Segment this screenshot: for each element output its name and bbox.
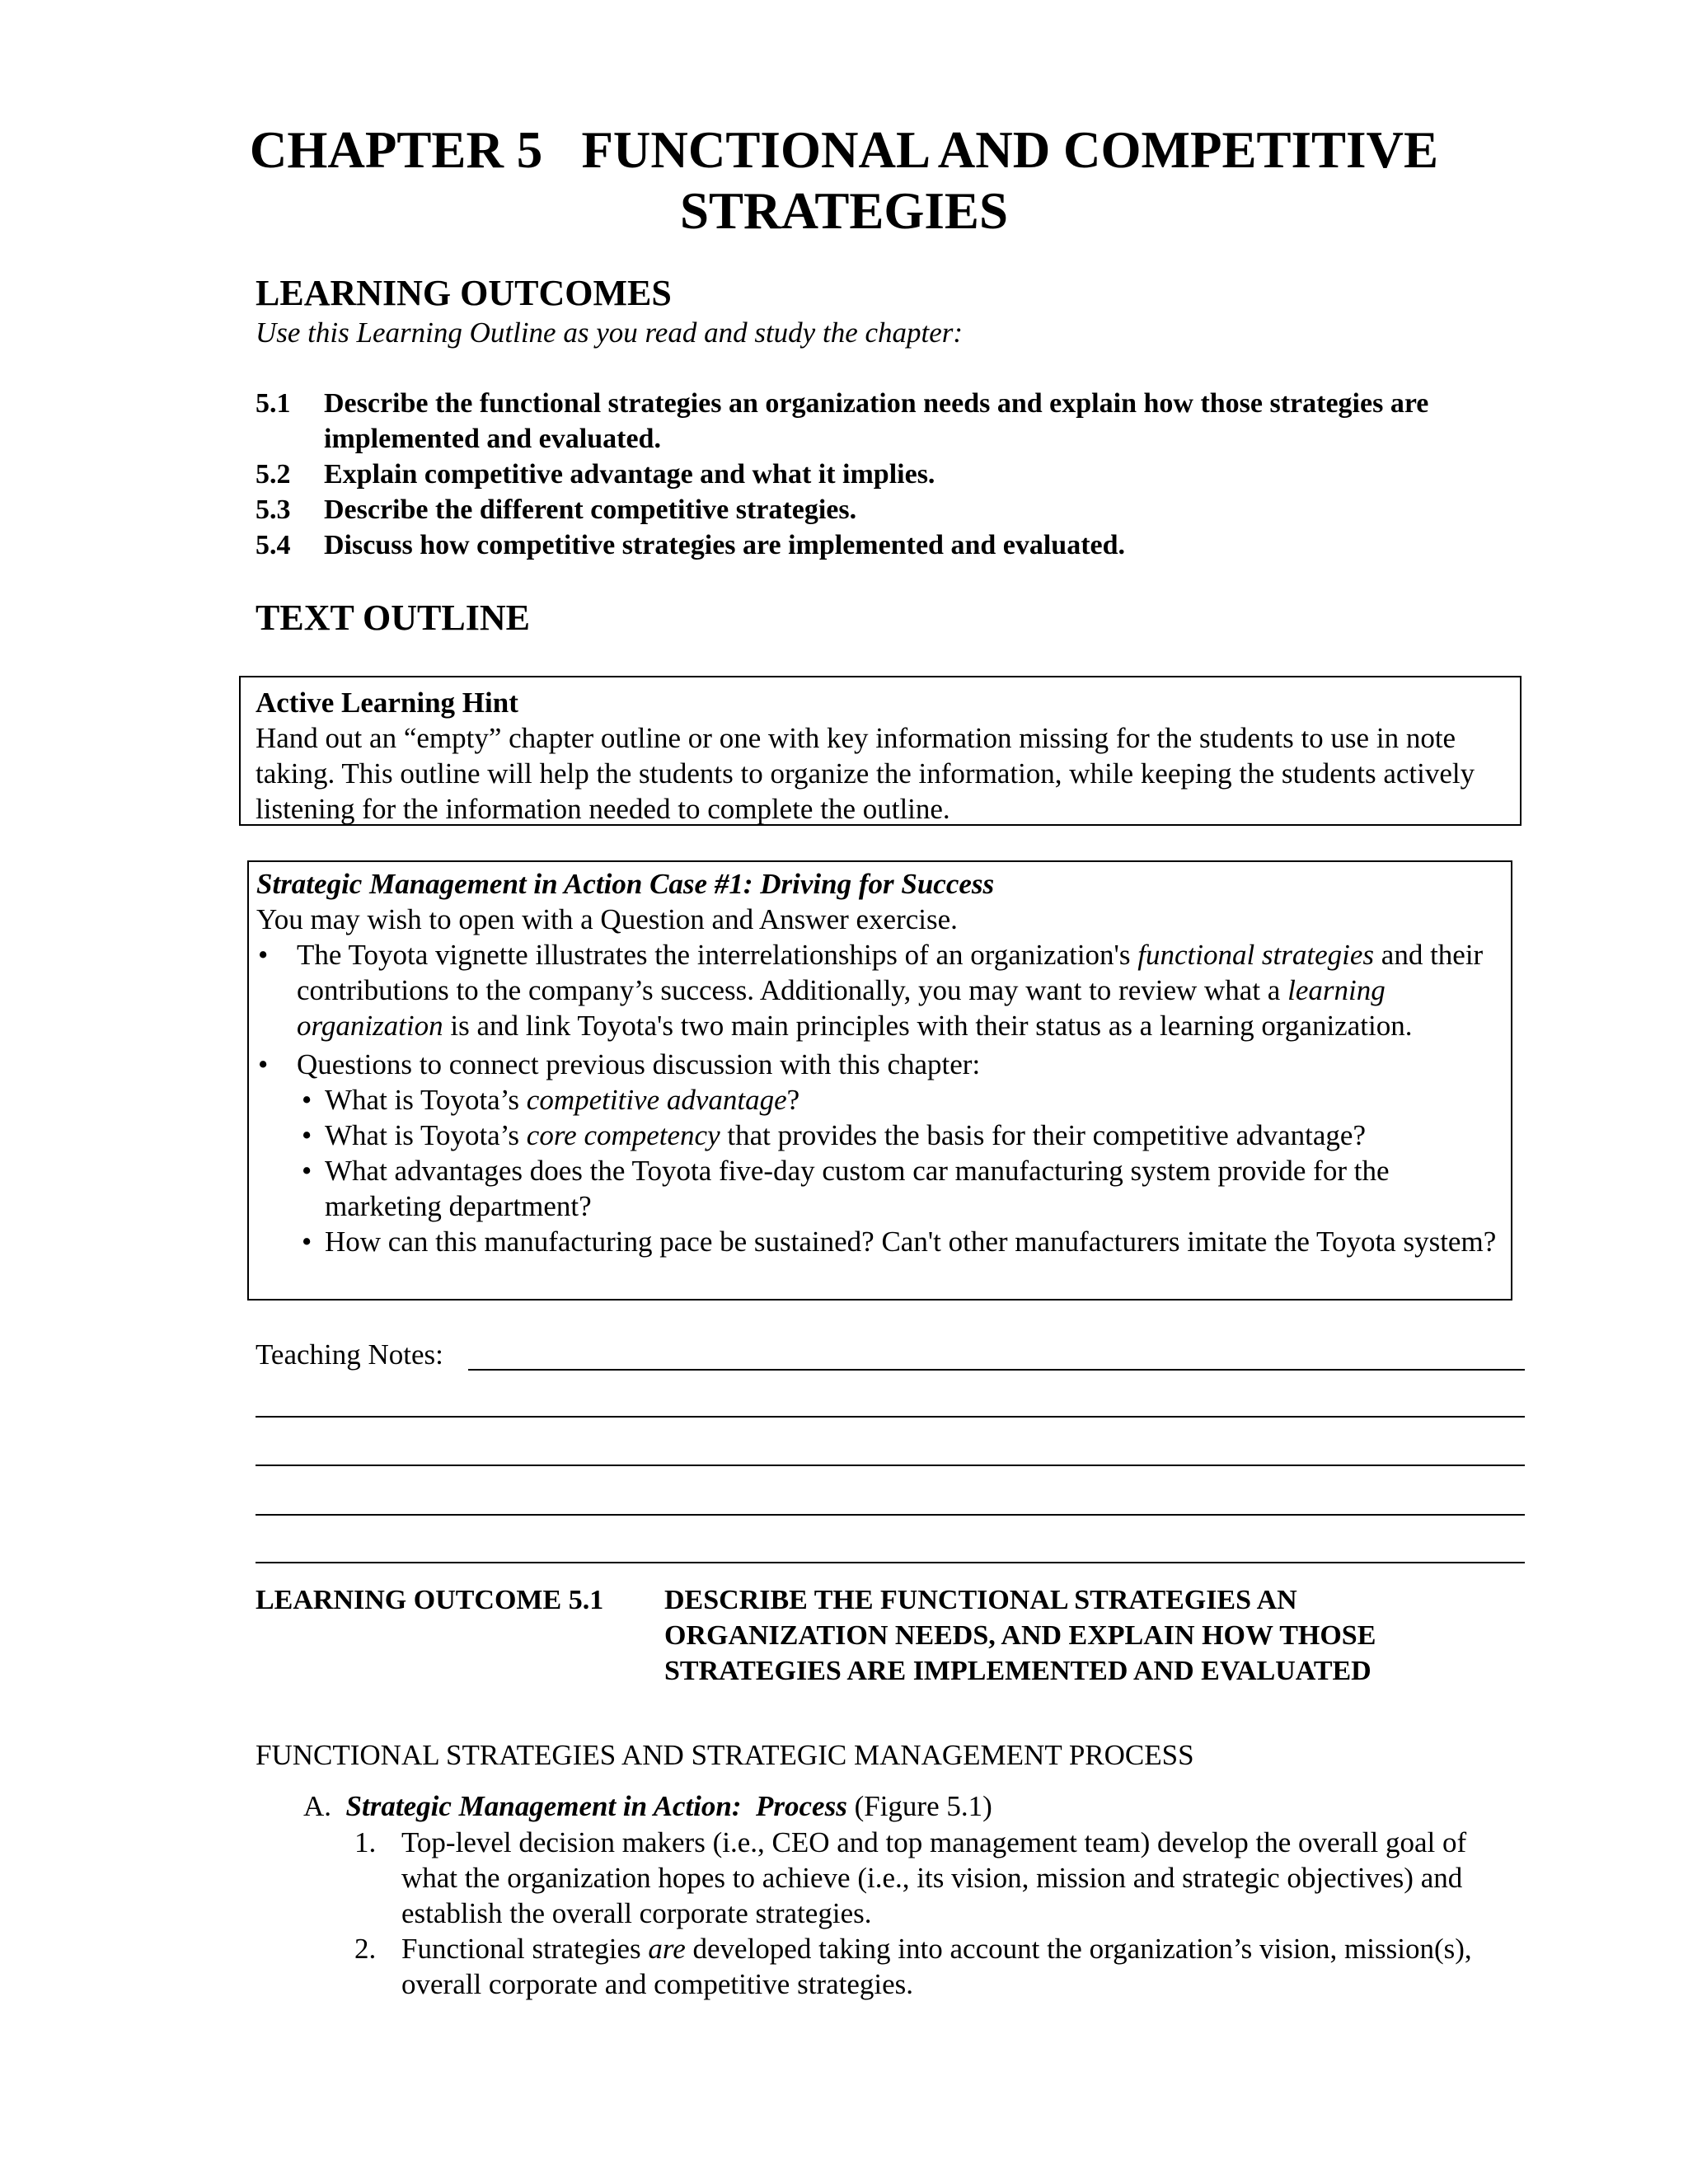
outcome-item (256, 386, 1525, 457)
learning-outcomes-list (256, 386, 1525, 563)
learning-outcomes-heading: LEARNING OUTCOMES (256, 273, 672, 313)
case-intro: You may wish to open with a Question and Answer exercise. (256, 903, 958, 935)
learning-outcomes-instruction: Use this Learning Outline as you read and study the chapter: (256, 316, 964, 349)
teaching-notes-line (256, 1562, 1525, 1563)
text-run: What is Toyota’s (325, 1084, 527, 1116)
sub-bullet-mark: • (302, 1084, 312, 1116)
question-text (325, 1118, 1504, 1153)
emphasis: competitive advantage (526, 1084, 787, 1116)
active-learning-hint-box (239, 676, 1522, 826)
question-item (256, 1082, 1504, 1118)
outcome-number: 5.3 (256, 494, 291, 525)
point-text: Top-level decision makers (i.e., CEO and top management team) develop the overall goal of what the organization hopes to achieve (i.e., its vision, mission and strategic objectives) and establish the overall corporate strategies. (401, 1826, 1467, 1929)
emphasis: functional strategies (1137, 939, 1375, 971)
emphasis: learning organization (297, 974, 1386, 1042)
bullet-text (297, 937, 1504, 1043)
outcome-text: Describe the different competitive strategies. (324, 494, 857, 525)
item-title: Strategic Management in Action: Process (345, 1790, 847, 1822)
teaching-notes-label: Teaching Notes: (256, 1338, 443, 1371)
learning-outcome-label: LEARNING OUTCOME 5.1 (256, 1585, 604, 1615)
outcome-text: Explain competitive advantage and what it implies. (324, 459, 935, 490)
text-run: developed taking into account the organization’s vision, mission(s), overall corporate and competitive strategies. (401, 1933, 1472, 2000)
text-run: that provides the basis for their competitive advantage? (720, 1119, 1366, 1151)
question-item (256, 1224, 1504, 1259)
hint-body: Hand out an “empty” chapter outline or one with key information missing for the students to use in note taking. This outline will help the students to organize the information, while keeping the students actively listening for the information needed to complete the outline. (256, 722, 1475, 825)
hint-title: Active Learning Hint (256, 687, 518, 719)
outcome-text: Describe the functional strategies an organization needs and explain how those strategies are implemented and evaluated. (324, 388, 1429, 454)
question-item (256, 1118, 1504, 1153)
point-text (401, 1931, 1508, 2002)
numbered-point (354, 1825, 1508, 1931)
figure-reference: (Figure 5.1) (854, 1790, 992, 1822)
point-number: 1. (354, 1826, 377, 1858)
text-run: and their contributions to the company’s success. Additionally, you may want to review what a (297, 939, 1484, 1006)
bullet-mark: • (258, 1048, 269, 1080)
outline-item-a (303, 1788, 1540, 1824)
text-run: ? (786, 1084, 800, 1116)
case-title: Strategic Management in Action Case #1: Driving for Success (256, 868, 995, 900)
outcome-number: 5.2 (256, 459, 291, 490)
item-letter: A. (303, 1790, 332, 1822)
teaching-notes-line (256, 1465, 1525, 1466)
learning-outcome-title: DESCRIBE THE FUNCTIONAL STRATEGIES AN ORGANIZATION NEEDS, AND EXPLAIN HOW THOSE STRATEGIES ARE IMPLEMENTED AND EVALUATED (664, 1585, 1376, 1686)
text-run: is and link Toyota's two main principles with their status as a learning organization. (443, 1010, 1413, 1042)
outcome-text: Discuss how competitive strategies are implemented and evaluated. (324, 530, 1126, 560)
question-text (325, 1082, 1504, 1118)
outcome-number: 5.4 (256, 530, 291, 560)
teaching-notes-line (256, 1514, 1525, 1516)
emphasis: are (648, 1933, 686, 1965)
chapter-title-line-2: STRATEGIES (680, 182, 1008, 240)
case-bullet (256, 1047, 1504, 1082)
sub-bullet-mark: • (302, 1119, 312, 1151)
numbered-point (354, 1931, 1508, 2002)
outline-numbered-list (354, 1825, 1508, 2002)
bullet-mark: • (258, 939, 269, 971)
text-run: What is Toyota’s (325, 1119, 527, 1151)
section-heading: FUNCTIONAL STRATEGIES AND STRATEGIC MANAGEMENT PROCESS (256, 1739, 1194, 1771)
text-run: Functional strategies (401, 1933, 649, 1965)
outcome-item (256, 527, 1525, 563)
outcome-number: 5.1 (256, 388, 291, 419)
chapter-title (0, 120, 1688, 241)
point-number: 2. (354, 1933, 377, 1965)
question-text: What advantages does the Toyota five-day custom car manufacturing system provide for the marketing department? (325, 1155, 1390, 1222)
teaching-notes-line (256, 1416, 1525, 1418)
sub-bullet-mark: • (302, 1226, 312, 1258)
teaching-notes-line (468, 1369, 1525, 1371)
case-bullet (256, 937, 1504, 1043)
case-box (247, 860, 1512, 1301)
question-item (256, 1153, 1504, 1224)
question-text: How can this manufacturing pace be sustained? Can't other manufacturers imitate the Toyota system? (325, 1226, 1497, 1258)
outcome-item (256, 457, 1525, 492)
text-outline-heading: TEXT OUTLINE (256, 598, 530, 638)
chapter-title-line-1: CHAPTER 5 FUNCTIONAL AND COMPETITIVE (249, 121, 1439, 179)
sub-bullet-mark: • (302, 1155, 312, 1187)
bullet-text: Questions to connect previous discussion with this chapter: (297, 1048, 981, 1080)
text-run: The Toyota vignette illustrates the interrelationships of an organization's (297, 939, 1138, 971)
emphasis: core competency (526, 1119, 720, 1151)
outcome-item (256, 492, 1525, 527)
